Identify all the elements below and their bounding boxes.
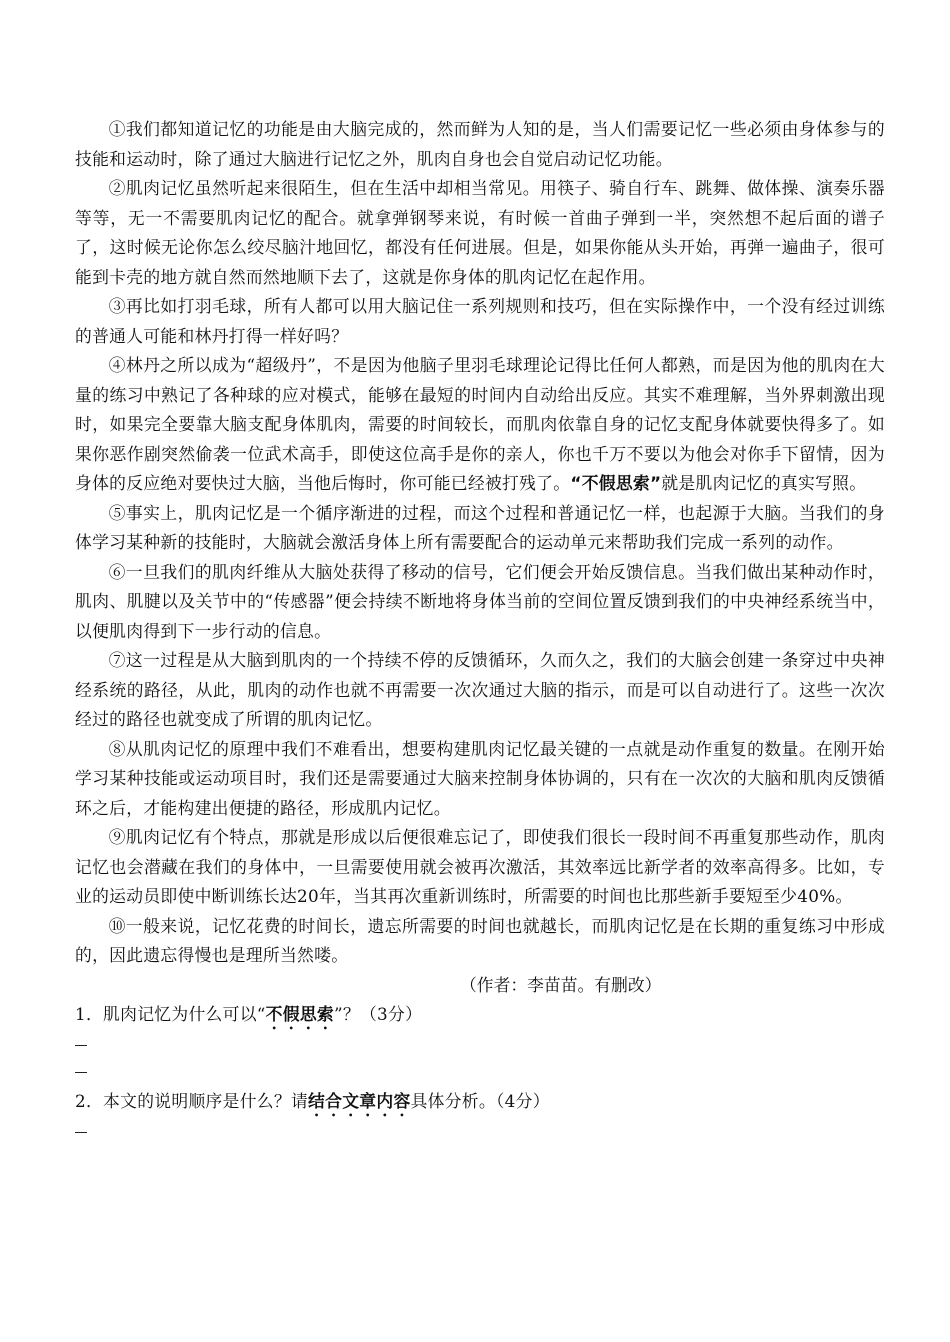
question-2-emphasis: 结合文章内容 xyxy=(308,1091,411,1111)
exam-page xyxy=(75,115,885,1147)
answer-line-1[interactable] xyxy=(75,1033,885,1060)
answer-line-mark xyxy=(75,1132,87,1133)
paragraph-4-tail: 就是肌肉记忆的真实写照。 xyxy=(661,473,867,493)
author-credit: （作者：李苗苗。有删改） xyxy=(460,974,662,995)
paragraph-4-bold-quote: “不假思索” xyxy=(570,473,662,493)
paragraph-1: ①我们都知道记忆的功能是由大脑完成的，然而鲜为人知的是，当人们需要记忆一些必须由身体参与的技能和运动时，除了通过大脑进行记忆之外，肌肉自身也会自觉启动记忆功能。 xyxy=(75,119,885,169)
answer-line-mark xyxy=(75,1045,87,1046)
question-1-suffix: ”？（3分） xyxy=(334,1004,423,1024)
question-2-suffix: 具体分析。（4分） xyxy=(410,1091,550,1111)
paragraph-3: ③再比如打羽毛球，所有人都可以用大脑记住一系列规则和技巧，但在实际操作中，一个没有经过训练的普通人可能和林丹打得一样好吗？ xyxy=(75,296,885,346)
paragraph-9: ⑨肌肉记忆有个特点，那就是形成以后便很难忘记了，即使我们很长一段时间不再重复那些动作，肌肉记忆也会潜藏在我们的身体中，一旦需要使用就会被再次激活，其效率远比新学者的效率高得多。比如，专业的运动员即使中断训练长达20年，当其再次重新训练时，所需要的时间也比那些新手要短至少40%。 xyxy=(75,827,885,906)
paragraph-4-main: ④林丹之所以成为“超级丹”，不是因为他脑子里羽毛球理论记得比任何人都熟，而是因为他的肌肉在大量的练习中熟记了各种球的应对模式，能够在最短的时间内自动给出反应。其实不难理解，当外界刺激出现时，如果完全要靠大脑支配身体肌肉，需要的时间较长，而肌肉依靠自身的记忆支配身体就要快得多了。如果你恶作剧突然偷袭一位武术高手，即使这位高手是你的亲人，你也千万不要以为他会对你手下留情，因为身体的反应绝对要快过大脑，当他后悔时，你可能已经被打残了。 xyxy=(75,355,885,493)
paragraph-5: ⑤事实上，肌肉记忆是一个循序渐进的过程，而这个过程和普通记忆一样，也起源于大脑。当我们的身体学习某种新的技能时，大脑就会激活身体上所有需要配合的运动单元来帮助我们完成一系列的动作。 xyxy=(75,502,885,552)
answer-line-mark xyxy=(75,1072,87,1073)
question-1-emphasis: 不假思索 xyxy=(265,1004,334,1024)
paragraph-6: ⑥一旦我们的肌肉纤维从大脑处获得了移动的信号，它们便会开始反馈信息。当我们做出某种动作时，肌肉、肌腱以及关节中的“传感器”便会持续不断地将身体当前的空间位置反馈到我们的中央神经系统当中，以便肌肉得到下一步行动的信息。 xyxy=(75,561,885,641)
paragraph-7: ⑦这一过程是从大脑到肌肉的一个持续不停的反馈循环，久而久之，我们的大脑会创建一条穿过中央神经系统的路径，从此，肌肉的动作也就不再需要一次次通过大脑的指示，而是可以自动进行了。这些一次次经过的路径也就变成了所谓的肌肉记忆。 xyxy=(75,650,885,729)
answer-line-2[interactable] xyxy=(75,1060,885,1087)
question-1 xyxy=(75,1000,885,1033)
question-section xyxy=(75,1000,885,1147)
paragraph-10: ⑩一般来说，记忆花费的时间长，遗忘所需要的时间也就越长，而肌肉记忆是在长期的重复练习中形成的，因此遗忘得慢也是理所当然喽。 xyxy=(75,915,885,965)
question-1-prefix: 1．肌肉记忆为什么可以“ xyxy=(75,1004,266,1024)
question-2-prefix: 2．本文的说明顺序是什么？请 xyxy=(75,1091,309,1111)
question-2 xyxy=(75,1087,885,1120)
answer-line-3[interactable] xyxy=(75,1120,885,1147)
paragraph-2: ②肌肉记忆虽然听起来很陌生，但在生活中却相当常见。用筷子、骑自行车、跳舞、做体操、演奏乐器等等，无一不需要肌肉记忆的配合。就拿弹钢琴来说，有时候一首曲子弹到一半，突然想不起后面的谱子了，这时候无论你怎么绞尽脑汁地回忆，都没有任何进展。但是，如果你能从头开始，再弹一遍曲子，很可能到卡壳的地方就自然而然地顺下去了，这就是你身体的肌肉记忆在起作用。 xyxy=(75,178,885,287)
article-body xyxy=(75,115,885,1000)
paragraph-4 xyxy=(75,351,885,499)
paragraph-8: ⑧从肌肉记忆的原理中我们不难看出，想要构建肌肉记忆最关键的一点就是动作重复的数量。在刚开始学习某种技能或运动项目时，我们还是需要通过大脑来控制身体协调的，只有在一次次的大脑和肌肉反馈循环之后，才能构建出便捷的路径，形成肌内记忆。 xyxy=(75,738,885,818)
